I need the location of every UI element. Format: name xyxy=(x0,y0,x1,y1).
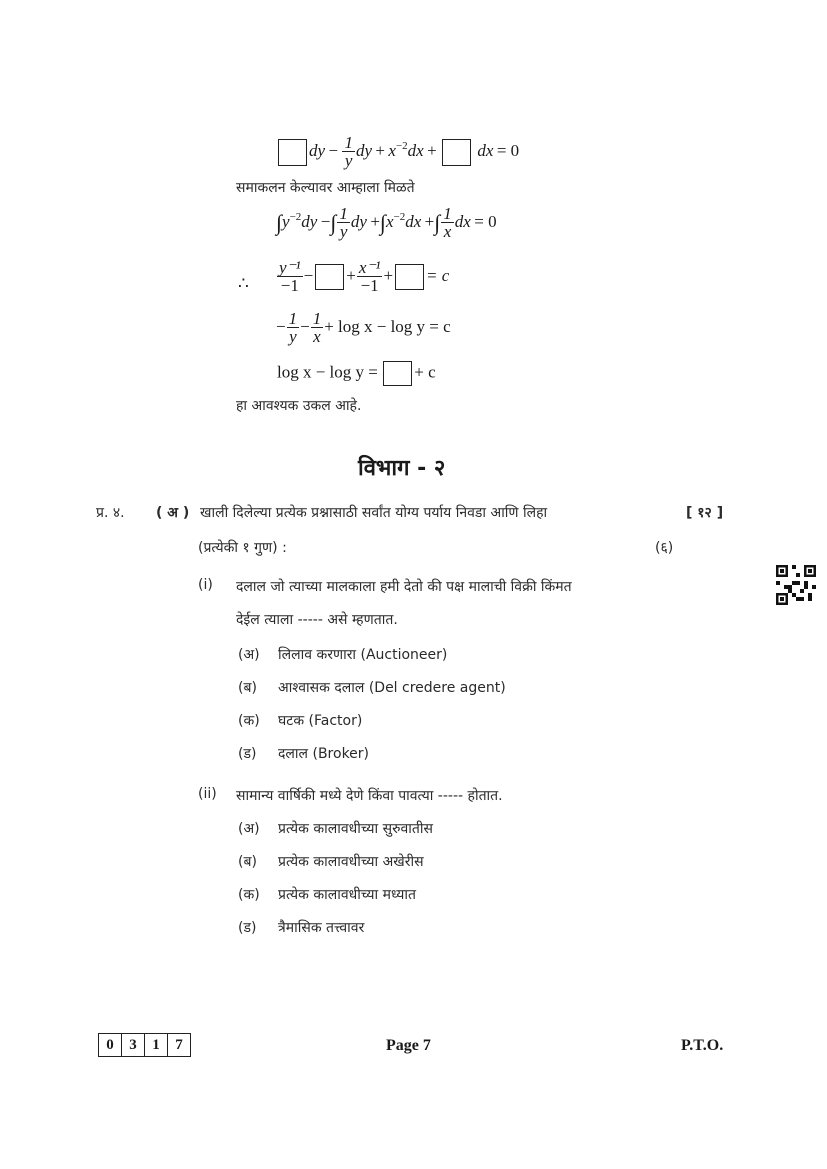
paper-code xyxy=(98,1033,191,1057)
integrating-text: समाकलन केल्यावर आम्हाला मिळते xyxy=(236,180,415,196)
item-text: दलाल जो त्याच्या मालकाला हमी देतो की पक्ष मालाची विक्री किंमत xyxy=(236,579,572,595)
item-text: सामान्य वार्षिकी मध्ये देणे किंवा पावत्या ----- होतात. xyxy=(236,788,503,804)
option-text: त्रैमासिक तत्त्वावर xyxy=(278,920,365,936)
question-part: ( अ ) xyxy=(156,505,190,521)
pto-label: P.T.O. xyxy=(681,1037,724,1054)
option-text: घटक (Factor) xyxy=(278,713,363,729)
option-text: लिलाव करणारा (Auctioneer) xyxy=(278,647,448,663)
equation-line-2: $\int y^{-2}dy$ −∫ $\frac{1}{y}$ dy $+\int x^{-2}dx$ +∫ $\frac{1}{x}$ dx = 0 xyxy=(276,204,497,241)
option-text: प्रत्येक कालावधीच्या सुरुवातीस xyxy=(278,821,433,837)
equation-line-1: dy − $\frac{1}{y}$ dy + $x^{-2}dx$ + dx = 0 xyxy=(276,134,519,170)
therefore-symbol: ∴ xyxy=(238,274,249,293)
answer-box xyxy=(278,139,307,166)
equation-line-4: − $\frac{1}{y}$ − $\frac{1}{x}$ + log x − log y = c xyxy=(276,309,451,346)
option-label: (ड) xyxy=(238,920,257,936)
option-label: (ब) xyxy=(238,854,257,870)
conclusion-text: हा आवश्यक उकल आहे. xyxy=(236,398,362,414)
item-number: (i) xyxy=(198,577,213,593)
paper-code-digit: 7 xyxy=(175,1037,183,1053)
option-text: प्रत्येक कालावधीच्या मध्यात xyxy=(278,887,416,903)
option-text: प्रत्येक कालावधीच्या अखेरीस xyxy=(278,854,424,870)
option-text: दलाल (Broker) xyxy=(278,746,370,762)
paper-code-digit: 1 xyxy=(145,1034,168,1056)
equation-line-5: log x − log y = + c xyxy=(277,361,436,386)
option-label: (ब) xyxy=(238,680,257,696)
total-marks: [ १२ ] xyxy=(686,505,724,521)
option-label: (ड) xyxy=(238,746,257,762)
page-number: Page 7 xyxy=(386,1037,431,1054)
option-label: (क) xyxy=(238,713,260,729)
paper-code-digit: 3 xyxy=(122,1034,145,1056)
option-label: (क) xyxy=(238,887,260,903)
section-title: विभाग - २ xyxy=(358,456,446,481)
qr-code xyxy=(776,565,816,609)
answer-box xyxy=(315,264,344,290)
question-number: प्र. ४. xyxy=(96,505,125,521)
paper-code-digit: 0 xyxy=(99,1034,122,1056)
option-label: (अ) xyxy=(238,821,260,837)
answer-box xyxy=(395,264,424,290)
equation-line-3: $\frac{\text{y⁻¹}}{-1}$ − + $\frac{\text{x⁻¹}}{-1}$ + = c xyxy=(279,258,450,295)
marks-note: (प्रत्येकी १ गुण) : xyxy=(198,540,287,556)
question-instruction: खाली दिलेल्या प्रत्येक प्रश्नासाठी सर्वांत योग्य पर्याय निवडा आणि लिहा xyxy=(200,505,548,521)
item-number: (ii) xyxy=(198,786,217,802)
sub-marks: (६) xyxy=(655,540,674,556)
option-label: (अ) xyxy=(238,647,260,663)
item-text: देईल त्याला ----- असे म्हणतात. xyxy=(236,612,398,628)
answer-box xyxy=(442,139,471,166)
answer-box xyxy=(383,361,412,386)
option-text: आश्वासक दलाल (Del credere agent) xyxy=(278,680,506,696)
